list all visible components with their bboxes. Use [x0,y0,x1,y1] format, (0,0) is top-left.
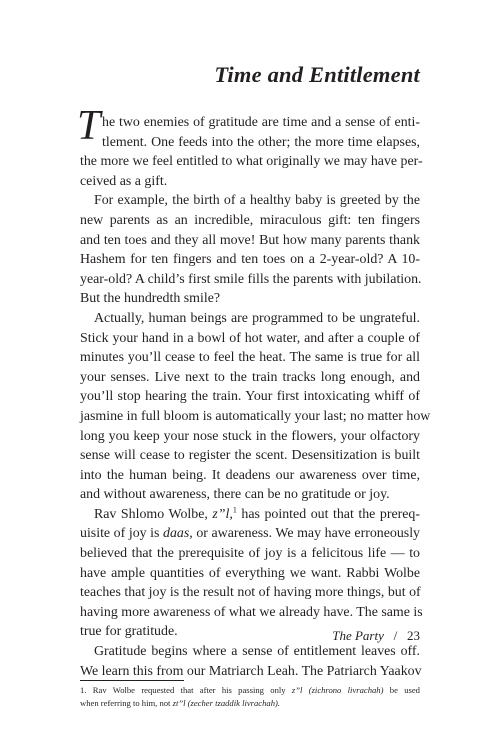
text-run: or awareness. We may have erroneously [192,526,421,542]
text-line: he two enemies of gratitude are time and a sense of enti- [102,115,420,130]
text-run: Rav Shlomo Wolbe, [94,506,213,522]
text-line: your senses. Live next to the train tracks long enough, and [80,369,420,385]
footnote-ref[interactable]: 1 [232,505,237,515]
drop-cap: T [77,103,101,149]
footnote-line [80,684,420,697]
text-line: Actually, human beings are programmed to be ungrateful. [94,310,420,326]
text-line: We learn this from our Matriarch Leah. The Patriarch Yaakov [80,663,422,679]
text-line: ceived as a gift. [80,173,168,189]
paragraph-5 [80,642,420,681]
footnote-italic: zt”l (zecher tzaddik livrachah). [172,697,281,708]
text-line: and without awareness, there can be no gratitude or joy. [80,487,390,503]
text-run: 1. Rav Wolbe requested that after his passing only [80,685,292,695]
text-line: year-old? A child’s first smile fills the parents with jubilation. [80,271,422,287]
text-line: you’ll stop hearing the train. Your first intoxicating whiff of [80,389,420,405]
folio-separator: / [393,628,398,643]
text-line [80,524,420,544]
paragraph-3 [80,309,431,505]
text-line: into the human being. It deadens our awareness over time, [80,467,420,483]
text-line: have ample quantities of everything we want. Rabbi Wolbe [80,565,420,581]
text-line: For example, the birth of a healthy baby is greeted by the [94,193,420,209]
page-footer [332,628,420,644]
text-line: tlement. One feeds into the other; the more time elapses, [102,134,420,150]
text-line: the more we feel entitled to what originally we may have per- [80,154,423,170]
text-run: uisite of joy is [80,526,164,542]
footnote-line [80,697,420,710]
text-line: long you keep your nose stuck in the flowers, your olfactory [80,428,420,444]
text-line: believed that the prerequisite of joy is a felicitous life — to [80,546,420,562]
text-line: new parents as an incredible, miraculous gift: ten fingers [80,212,420,228]
footnote [80,684,420,709]
text-line: sense will cease to register the scent. Desensitization is built [80,448,420,464]
text-line: teaches that joy is the result not of having more things, but of [80,585,421,601]
paragraph-4 [80,505,423,642]
text-run: be used [383,685,420,695]
text-line: Gratitude begins where a sense of entitlement leaves off. [94,644,420,660]
page-number: 23 [407,628,420,643]
section-title: Time and Entitlement [214,62,420,87]
term-italic: daas, [163,526,193,542]
text-line: Stick your hand in a bowl of hot water, and after a couple of [80,330,420,346]
text-line: minutes you’ll cease to feel the heat. The same is true for all [80,350,420,366]
text-line: having more awareness of what we already have. The same is [80,604,423,620]
body-text [77,103,431,681]
text-line: But the hundredth smile? [80,291,221,307]
text-line: and ten toes and they all move! But how many parents thank [80,232,420,248]
text-line: Hashem for ten fingers and ten toes on a 2-year-old? A 10- [80,252,420,268]
footnote-italic: z”l (zichrono livrachah) [291,685,384,695]
footnote-rule [80,680,184,681]
running-title: The Party [332,628,384,643]
text-line: true for gratitude. [80,624,178,640]
text-line: jasmine in full bloom is automatically your last; no matter how [80,408,431,424]
paragraph-2 [80,191,420,309]
text-line [80,505,420,525]
paragraph-1 [77,103,423,191]
text-run: when referring to him, not [80,697,173,708]
text-run: has pointed out that the prereq- [236,506,420,522]
honorific-italic: z”l, [212,506,233,522]
